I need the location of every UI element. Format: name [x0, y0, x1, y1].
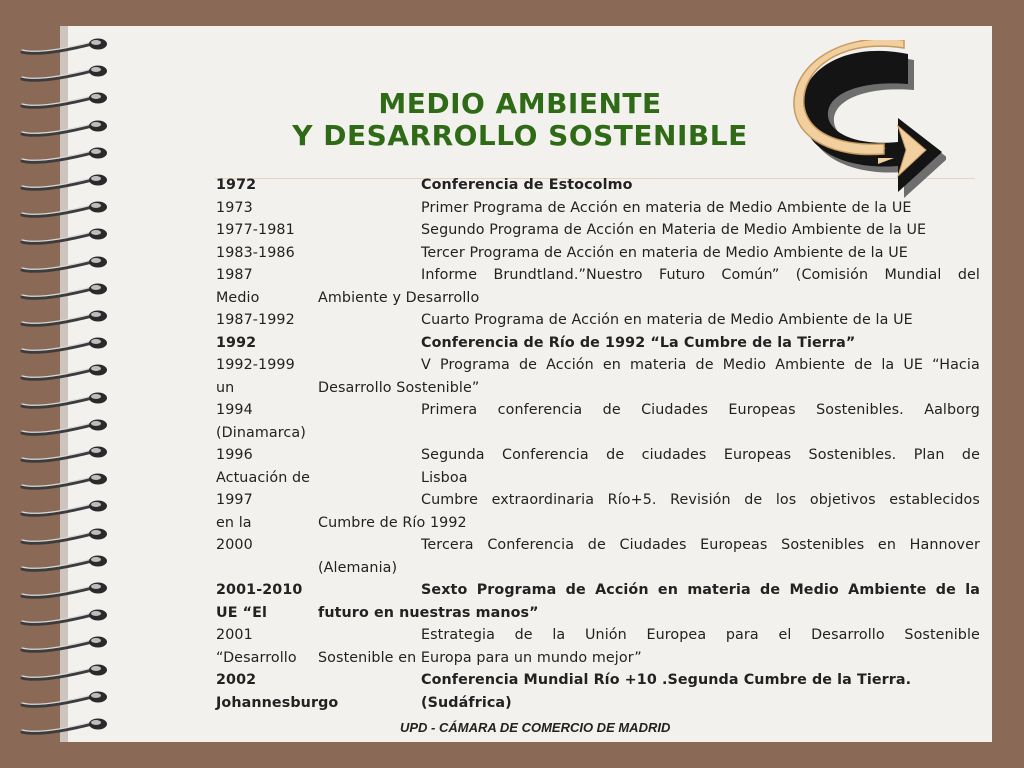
event-word: para [725, 627, 759, 643]
event-word: la [552, 627, 566, 643]
event-word: Río+5. [607, 492, 657, 508]
row-event: Tercer Programa de Acción en materia de Medio Ambiente de la UE [421, 244, 908, 261]
row-year: UE “El [216, 604, 268, 621]
spiral-ring [18, 662, 110, 682]
event-word: en [877, 537, 896, 553]
row-year: 1996 [216, 447, 253, 463]
timeline-row [216, 489, 980, 512]
event-word: de [602, 402, 621, 418]
event-word: en [602, 357, 621, 373]
event-word: la [965, 582, 980, 598]
row-year: 2002 [216, 672, 257, 688]
row-year: 1983-1986 [216, 244, 295, 261]
row-year: en la [216, 514, 252, 531]
event-word: Ciudades [641, 402, 709, 418]
row-event: Lisboa [421, 469, 468, 486]
row-event: (Sudáfrica) [421, 694, 512, 711]
row-event [421, 534, 980, 557]
event-word: Acción [595, 582, 649, 598]
spiral-ring [18, 471, 110, 491]
spiral-ring [18, 362, 110, 382]
event-word: de [695, 357, 714, 373]
event-word: Aalborg [924, 402, 980, 418]
row-year: 1973 [216, 199, 253, 216]
row-continuation: futuro en nuestras manos” [318, 604, 539, 621]
event-word: (Comisión [795, 267, 869, 283]
event-word: Cumbre [421, 492, 479, 508]
event-word: Medio [722, 357, 767, 373]
row-event: Segundo Programa de Acción en Materia de Medio Ambiente de la UE [421, 222, 927, 238]
event-word: ciudades [641, 447, 707, 463]
timeline-row [216, 467, 980, 490]
page-title [240, 88, 800, 152]
event-word: la [881, 357, 895, 373]
event-word: Ambiente [848, 582, 927, 598]
event-word: establecidos [889, 492, 980, 508]
event-word: Revisión [670, 492, 731, 508]
event-word: Futuro [658, 267, 706, 283]
row-event: Cuarto Programa de Acción en materia de Medio Ambiente de la UE [421, 312, 913, 328]
row-year: 1972 [216, 177, 257, 193]
row-event [421, 579, 980, 602]
event-word: Primera [421, 402, 478, 418]
row-event [421, 264, 980, 287]
event-word: de [854, 357, 873, 373]
row-event: Primer Programa de Acción en materia de Medio Ambiente de la UE [421, 199, 912, 216]
event-word: Conferencia [502, 447, 589, 463]
row-continuation: Ambiente y Desarrollo [318, 289, 480, 306]
row-year: 1997 [216, 492, 253, 508]
row-event [421, 354, 980, 377]
spiral-ring [18, 417, 110, 437]
footer-credit: UPD - CÁMARA DE COMERCIO DE MADRID [400, 720, 671, 735]
event-word: Ciudades [619, 537, 687, 553]
row-year: 1987 [216, 267, 253, 283]
spiral-ring [18, 526, 110, 546]
row-event [421, 399, 980, 422]
event-word: UE [903, 357, 924, 373]
spiral-ring [18, 553, 110, 573]
event-word: Europeas [728, 402, 796, 418]
event-word: de [518, 357, 538, 373]
row-year: (Dinamarca) [216, 424, 306, 441]
timeline-row [216, 422, 980, 445]
spiral-ring [18, 580, 110, 600]
timeline-list [216, 174, 980, 714]
spiral-ring [18, 281, 110, 301]
timeline-row [216, 647, 980, 670]
row-event: Conferencia de Río de 1992 “La Cumbre de la Tierra” [421, 334, 856, 351]
event-word: objetivos [809, 492, 876, 508]
row-continuation: Desarrollo Sostenible” [318, 379, 480, 396]
event-word: Sostenibles. [816, 402, 904, 418]
event-word: el [778, 627, 792, 643]
timeline-row [216, 557, 980, 580]
event-word: los [775, 492, 797, 508]
spiral-ring [18, 145, 110, 165]
event-word: “Hacia [932, 357, 980, 373]
event-word: Brundtland.”Nuestro [493, 267, 643, 283]
spiral-ring [18, 498, 110, 518]
spiral-ring [18, 716, 110, 736]
event-word: de [606, 447, 625, 463]
timeline-row [216, 242, 980, 265]
row-year: Johannesburgo [216, 694, 339, 711]
event-word: de [587, 537, 606, 553]
row-year: 2001 [216, 627, 253, 643]
row-year: un [216, 379, 235, 396]
event-word: Desarrollo [811, 627, 885, 643]
event-word: Ambiente [775, 357, 846, 373]
event-word: Sostenible [904, 627, 980, 643]
event-word: Europeas [700, 537, 768, 553]
row-year: Medio [216, 289, 260, 306]
event-word: Plan [913, 447, 945, 463]
timeline-row [216, 197, 980, 220]
row-year: “Desarrollo [216, 649, 297, 666]
timeline-row [216, 692, 980, 715]
spiral-ring [18, 254, 110, 274]
event-word: Europeas [723, 447, 792, 463]
event-word: de [744, 492, 763, 508]
row-continuation: Sostenible en Europa para un mundo mejor” [318, 649, 642, 666]
event-word: de [961, 447, 980, 463]
timeline-row [216, 512, 980, 535]
event-word: de [760, 582, 781, 598]
event-word: Unión [584, 627, 627, 643]
timeline-row [216, 354, 980, 377]
spiral-ring [18, 308, 110, 328]
event-word: Estrategia [421, 627, 495, 643]
row-continuation: Cumbre de Río 1992 [318, 514, 467, 531]
event-word: de [514, 627, 533, 643]
event-word: Sostenibles [781, 537, 865, 553]
timeline-row [216, 579, 980, 602]
row-year: 1987-1992 [216, 312, 295, 328]
spiral-ring [18, 335, 110, 355]
event-word: V [421, 357, 431, 373]
title-line-2: Y DESARROLLO SOSTENIBLE [292, 119, 748, 152]
row-event: Conferencia de Estocolmo [421, 177, 633, 193]
row-event: Conferencia Mundial Río +10 .Segunda Cumbre de la Tierra. [421, 672, 912, 688]
event-word: Acción [546, 357, 594, 373]
row-year: Actuación de [216, 469, 311, 486]
row-year: 2000 [216, 537, 253, 553]
row-year: 1977-1981 [216, 222, 295, 238]
timeline-row [216, 669, 980, 692]
event-word: del [957, 267, 980, 283]
spiral-binding [0, 28, 110, 748]
event-word: materia [630, 357, 687, 373]
timeline-row [216, 287, 980, 310]
timeline-row [216, 377, 980, 400]
row-year: 1992 [216, 334, 257, 351]
event-word: Tercera [421, 537, 474, 553]
event-word: Sexto [421, 582, 468, 598]
timeline-row [216, 624, 980, 647]
spiral-ring [18, 90, 110, 110]
event-word: Sostenibles. [808, 447, 897, 463]
timeline-row [216, 219, 980, 242]
event-word: Programa [476, 582, 557, 598]
event-word: materia [687, 582, 751, 598]
event-word: de [935, 582, 956, 598]
row-continuation: (Alemania) [318, 559, 398, 576]
row-event [421, 489, 980, 512]
spiral-ring [18, 634, 110, 654]
spiral-ring [18, 390, 110, 410]
timeline-row [216, 174, 980, 197]
event-word: extraordinaria [491, 492, 595, 508]
timeline-row [216, 444, 980, 467]
spiral-ring [18, 689, 110, 709]
event-word: Informe [421, 267, 478, 283]
event-word: Segunda [421, 447, 485, 463]
event-word: Mundial [884, 267, 942, 283]
event-word: Europea [646, 627, 707, 643]
event-word: conferencia [497, 402, 583, 418]
spiral-ring [18, 36, 110, 56]
spiral-ring [18, 199, 110, 219]
event-word: de [565, 582, 586, 598]
timeline-row [216, 309, 980, 332]
timeline-row [216, 534, 980, 557]
row-event [421, 624, 980, 647]
event-word: Programa [439, 357, 510, 373]
event-word: Medio [789, 582, 839, 598]
row-year: 1994 [216, 402, 253, 418]
spiral-ring [18, 444, 110, 464]
spiral-ring [18, 118, 110, 138]
timeline-row [216, 399, 980, 422]
row-year: 1992-1999 [216, 357, 295, 373]
row-year: 2001-2010 [216, 582, 303, 598]
spiral-ring [18, 172, 110, 192]
spiral-ring [18, 226, 110, 246]
timeline-row [216, 332, 980, 355]
title-line-1: MEDIO AMBIENTE [378, 87, 662, 120]
event-word: Común” [721, 267, 780, 283]
event-word: Hannover [909, 537, 980, 553]
event-word: en [657, 582, 678, 598]
spiral-ring [18, 63, 110, 83]
event-word: Conferencia [487, 537, 575, 553]
row-event [421, 444, 980, 467]
timeline-row [216, 264, 980, 287]
spiral-ring [18, 607, 110, 627]
timeline-row [216, 602, 980, 625]
